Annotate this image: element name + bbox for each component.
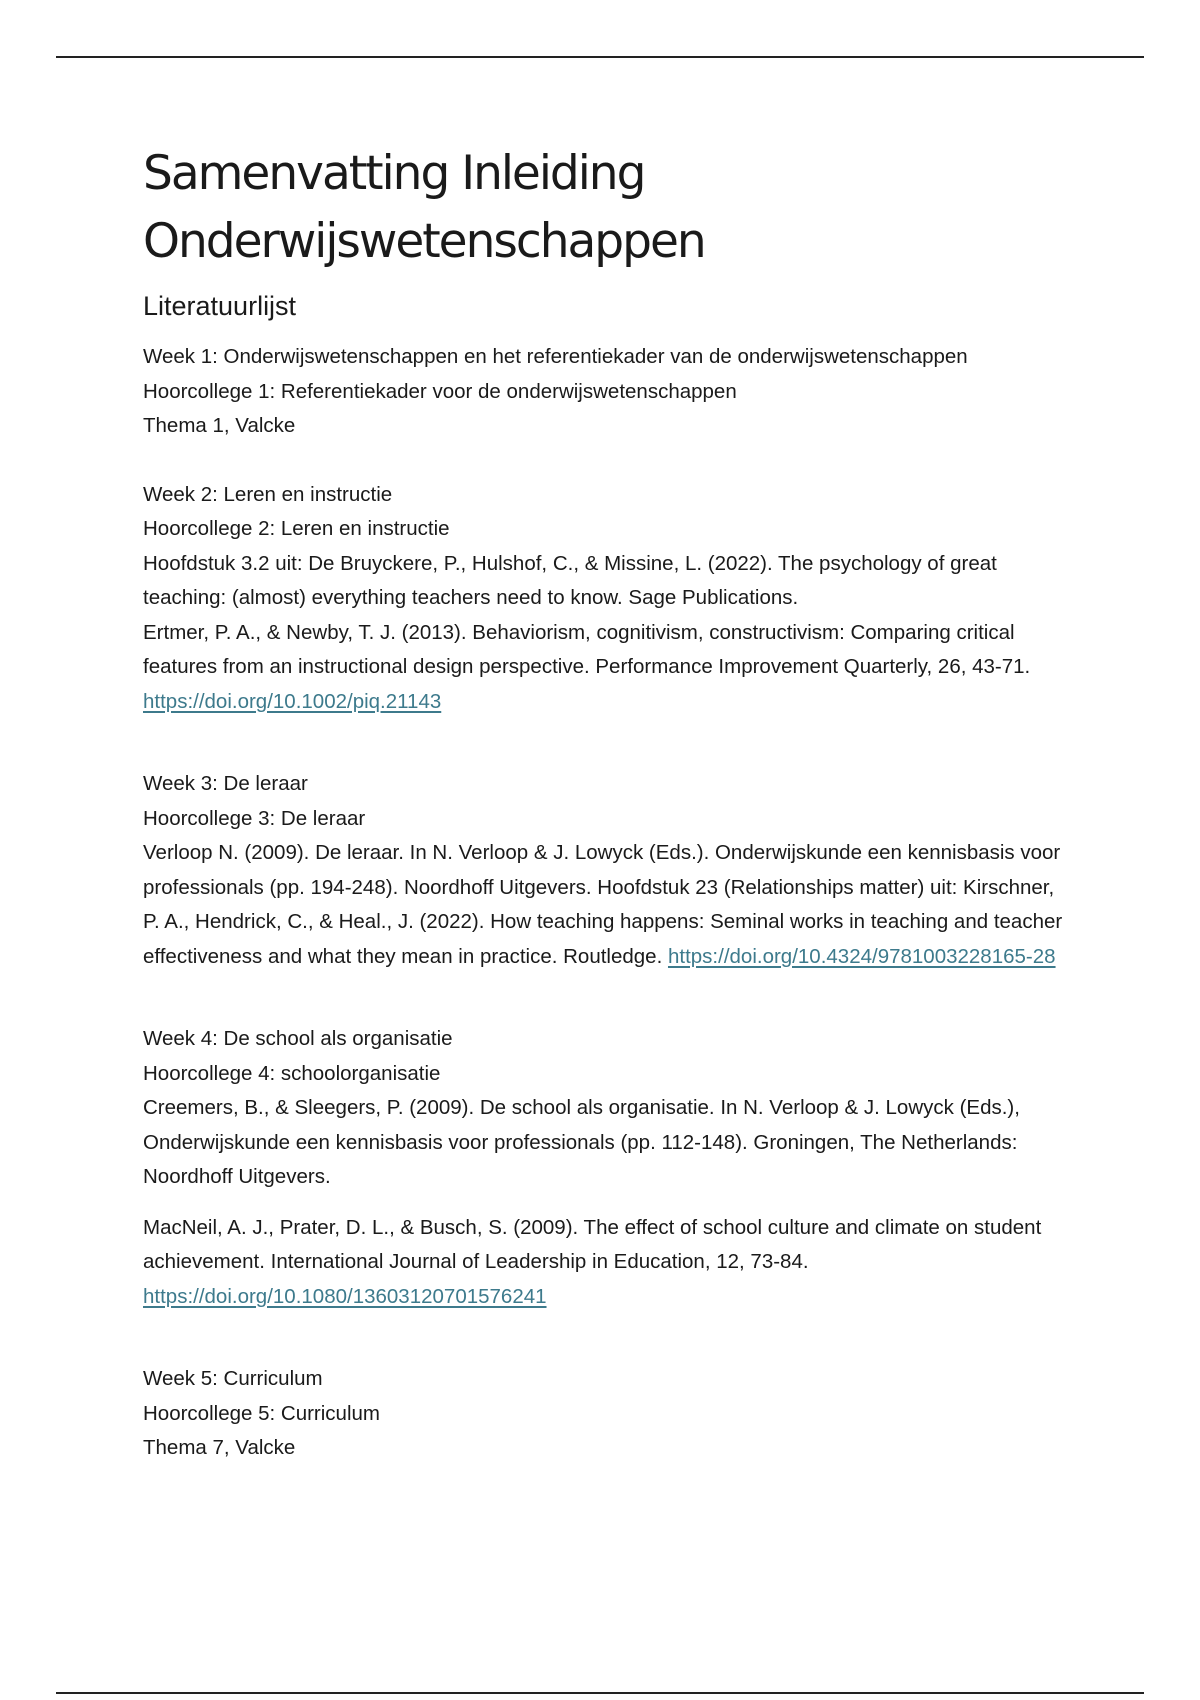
week-heading: Week 4: De school als organisatie bbox=[143, 1027, 453, 1050]
lecture-line: Hoorcollege 3: De leraar bbox=[143, 806, 366, 830]
title-line-1: Samenvatting Inleiding bbox=[143, 146, 645, 201]
lecture-line: Hoorcollege 4: schoolorganisatie bbox=[143, 1061, 441, 1085]
week-section-2 bbox=[143, 478, 1073, 720]
lecture-line: Hoorcollege 1: Referentiekader voor de onderwijswetenschappen bbox=[143, 379, 737, 403]
week-heading: Week 3: De leraar bbox=[143, 772, 308, 795]
reference-text: Verloop N. (2009). De leraar. In N. Verloop & J. Lowyck (Eds.). Onderwijskunde een kennisbasis voor professionals (pp. 194-248). Noordhoff Uitgevers. Hoofdstuk 23 (Relationships matter) uit: Kirschner, P. A., Hendrick, C., & Heal., J. (2022). How teaching happens: Seminal works in teaching and teacher effectiveness and what they mean in practice. Routledge. bbox=[143, 841, 1063, 968]
lecture-line: Hoorcollege 2: Leren en instructie bbox=[143, 517, 450, 540]
top-rule bbox=[56, 56, 1144, 58]
doi-link[interactable]: https://doi.org/10.1080/13603120701576241 bbox=[143, 1284, 547, 1308]
week-section-3 bbox=[143, 767, 1073, 974]
reference-entry bbox=[143, 836, 1073, 974]
week-section-1 bbox=[143, 340, 1073, 444]
reference-text: MacNeil, A. J., Prater, D. L., & Busch, S. (2009). The effect of school culture and climate on student achievement. International Journal of Leadership in Education, 12, 73-84. bbox=[143, 1215, 1042, 1273]
document-page bbox=[143, 140, 1073, 1466]
week-section-5 bbox=[143, 1362, 1073, 1466]
source-line: Thema 7, Valcke bbox=[143, 1436, 296, 1459]
week-section-4 bbox=[143, 1022, 1073, 1314]
week-heading: Week 2: Leren en instructie bbox=[143, 482, 393, 506]
week-heading: Week 5: Curriculum bbox=[143, 1367, 323, 1390]
reference-entry bbox=[143, 616, 1073, 720]
source-line: Thema 1, Valcke bbox=[143, 414, 296, 437]
reference-entry bbox=[143, 1211, 1073, 1315]
document-title bbox=[143, 140, 1073, 276]
reference-entry: Hoofdstuk 3.2 uit: De Bruyckere, P., Hulshof, C., & Missine, L. (2022). The psychology of great teaching: (almost) everything teachers need to know. Sage Publications. bbox=[143, 551, 997, 609]
document-subtitle: Literatuurlijst bbox=[143, 291, 297, 321]
reference-text: Ertmer, P. A., & Newby, T. J. (2013). Behaviorism, cognitivism, constructivism: Comparing critical features from an instructional design perspective. Performance Improvement Quarterly, 26, 43-71. bbox=[143, 620, 1031, 678]
lecture-line: Hoorcollege 5: Curriculum bbox=[143, 1401, 380, 1425]
bottom-rule bbox=[56, 1692, 1144, 1694]
doi-link[interactable]: https://doi.org/10.4324/9781003228165-28 bbox=[667, 944, 1056, 968]
title-line-2: Onderwijswetenschappen bbox=[143, 214, 705, 269]
reference-entry: Creemers, B., & Sleegers, P. (2009). De school als organisatie. In N. Verloop & J. Lowyck (Eds.), Onderwijskunde een kennisbasis voor professionals (pp. 112-148). Groningen, The Netherlands: Noordhoff Uitgevers. bbox=[143, 1096, 1020, 1188]
doi-link[interactable]: https://doi.org/10.1002/piq.21143 bbox=[143, 689, 442, 713]
week-heading: Week 1: Onderwijswetenschappen en het referentiekader van de onderwijswetenschappen bbox=[143, 345, 968, 368]
